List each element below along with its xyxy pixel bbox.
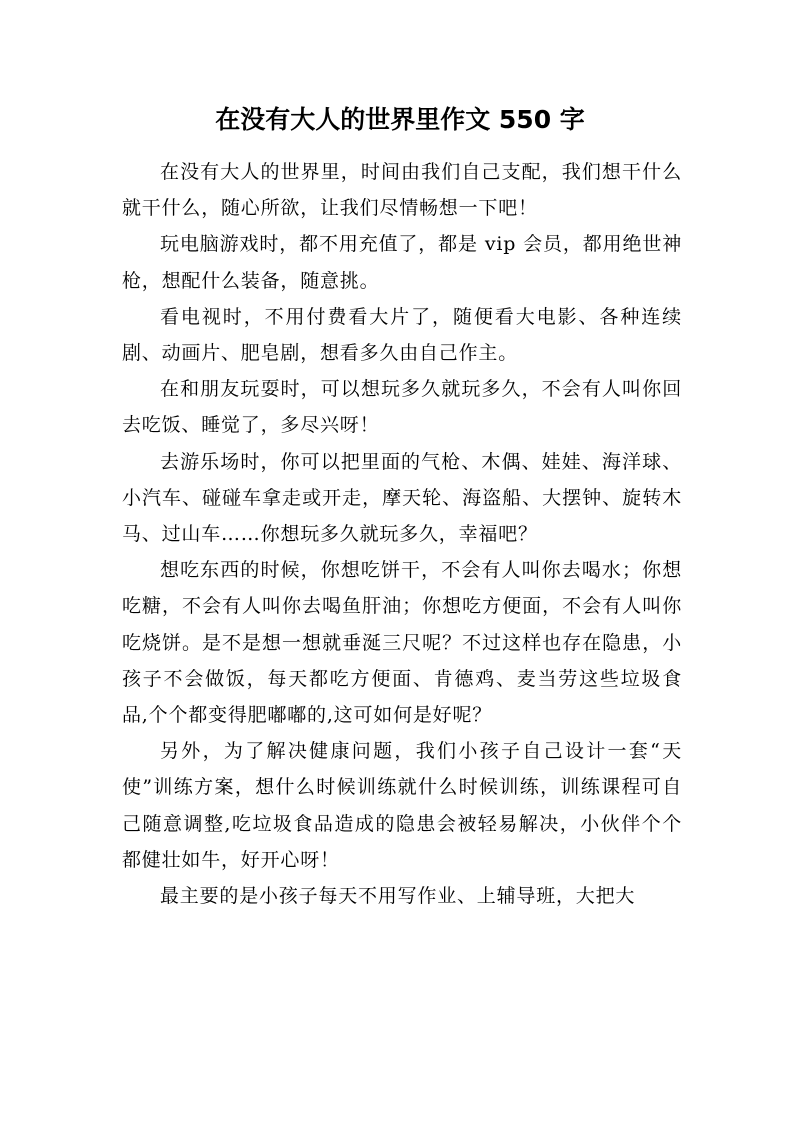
paragraph: 玩电脑游戏时，都不用充值了，都是 vip 会员，都用绝世神枪，想配什么装备，随意挑。 bbox=[122, 233, 682, 292]
paragraph: 想吃东西的时候，你想吃饼干，不会有人叫你去喝水；你想吃糖，不会有人叫你去喝鱼肝油；你想吃方便面，不会有人叫你吃烧饼。是不是想一想就垂涎三尺呢？不过这样也存在隐患，小孩子不会做饭，每天都吃方便面、肯德鸡、麦当劳这些垃圾食品,个个都变得肥嘟嘟的,这可如何是好呢？ bbox=[122, 559, 682, 727]
paragraph: 另外，为了解决健康问题，我们小孩子自己设计一套“天使”训练方案，想什么时候训练就什么时候训练，训练课程可自己随意调整,吃垃圾食品造成的隐患会被轻易解决，小伙伴个个都健壮如牛，好开心呀！ bbox=[122, 740, 682, 871]
paragraph: 去游乐场时，你可以把里面的气枪、木偶、娃娃、海洋球、小汽车、碰碰车拿走或开走，摩天轮、海盗船、大摆钟、旋转木马、过山车……你想玩多久就玩多久，幸福吧？ bbox=[122, 450, 682, 546]
document-title: 在没有大人的世界里作文 550 字 bbox=[215, 105, 585, 134]
paragraph: 在没有大人的世界里，时间由我们自己支配，我们想干什么就干什么，随心所欲，让我们尽情畅想一下吧！ bbox=[122, 161, 682, 220]
paragraph: 在和朋友玩耍时，可以想玩多久就玩多久，不会有人叫你回去吃饭、睡觉了，多尽兴呀！ bbox=[122, 378, 682, 437]
document-body bbox=[122, 154, 682, 914]
paragraph: 最主要的是小孩子每天不用写作业、上辅导班，大把大 bbox=[160, 885, 636, 908]
paragraph: 看电视时，不用付费看大片了，随便看大电影、各种连续剧、动画片、肥皂剧，想看多久由自己作主。 bbox=[122, 305, 682, 365]
